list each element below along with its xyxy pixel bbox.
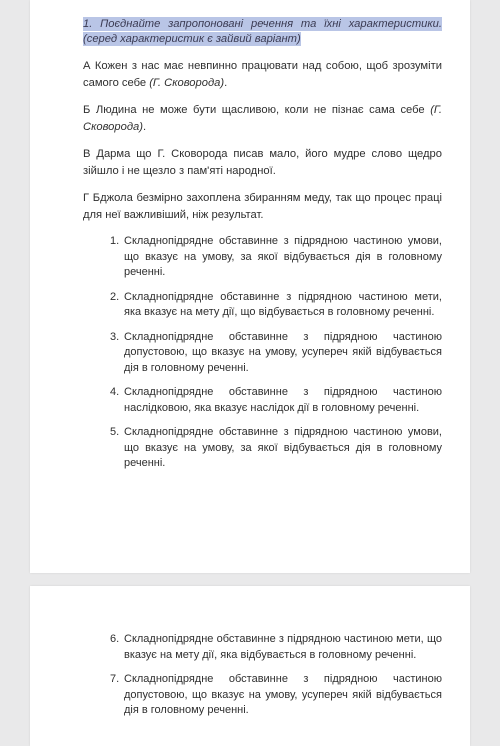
sentence-b-text: Б Людина не може бути щасливою, коли не пізнає сама себе [83,104,431,116]
option-text: Складнопідрядне обставинне з підрядною частиною умови, що вказує на умову, за якої відбувається дія в головному реченні. [124,426,442,469]
task-title [83,17,442,47]
option-item [110,425,442,472]
task-title-highlight: 1. Поєднайте запропоновані речення та їхні характеристики.(серед характеристик є зайвий варіант) [83,18,442,45]
sentence-a-end: . [224,77,228,89]
sentence-b-end: . [142,121,147,133]
option-text: Складнопідрядне обставинне з підрядною частиною наслідковою, яка вказує наслідок дії в головному реченні. [124,386,442,414]
option-item [110,385,442,416]
sentence-h [83,190,442,224]
sentence-b [83,102,442,136]
option-item [110,632,442,663]
option-number: 2. [110,290,120,303]
option-number: 3. [110,330,120,343]
document-page-2 [30,586,470,746]
option-item [110,234,442,281]
sentence-v [83,146,442,180]
sentence-a-author: (Г. Сковорода) [149,77,225,89]
sentence-b-author: (Г. Сковорода) [83,104,442,133]
option-text: Складнопідрядне обставинне з підрядною частиною мети, яка вказує на мету дії, що відбувається в головному реченні. [124,290,442,318]
options-list-page-2 [83,632,442,719]
sentence-a [83,58,442,92]
page-2-content [83,632,442,728]
option-number: 7. [110,673,120,685]
option-text: Складнопідрядне обставинне з підрядною частиною мети, що вказує на мету дії, яка відбувається в головному реченні. [124,633,442,661]
option-item [110,330,442,377]
option-number: 4. [110,386,120,398]
option-text: Складнопідрядне обставинне з підрядною частиною допустовою, що вказує на умову, усупереч якій відбувається дія в головному реченні. [124,330,442,374]
option-item [110,672,442,719]
option-text: Складнопідрядне обставинне з підрядною частиною умови, що вказує на умову, за якої відбувається дія в головному реченні. [124,235,442,278]
option-number: 6. [110,633,120,645]
option-item [110,290,442,321]
option-number: 1. [110,235,120,247]
option-number: 5. [110,426,120,438]
options-list-page-1 [83,234,442,472]
sentence-v-text: В Дарма що Г. Сковорода писав мало, його мудре слово щедро зійшло і не щезло з пам'яті народної. [83,148,442,177]
document-page-1 [30,0,470,573]
sentence-h-text: Г Бджола безмірно захоплена збиранням меду, так що процес праці для неї важливіший, ніж результат. [83,192,442,221]
option-text: Складнопідрядне обставинне з підрядною частиною допустовою, що вказує на умову, усупереч якій відбувається дія в головному реченні. [124,673,442,716]
sentence-a-text: А Кожен з нас має невпинно працювати над собою, щоб зрозуміти самого себе [83,60,442,89]
page-1-content [83,17,442,481]
